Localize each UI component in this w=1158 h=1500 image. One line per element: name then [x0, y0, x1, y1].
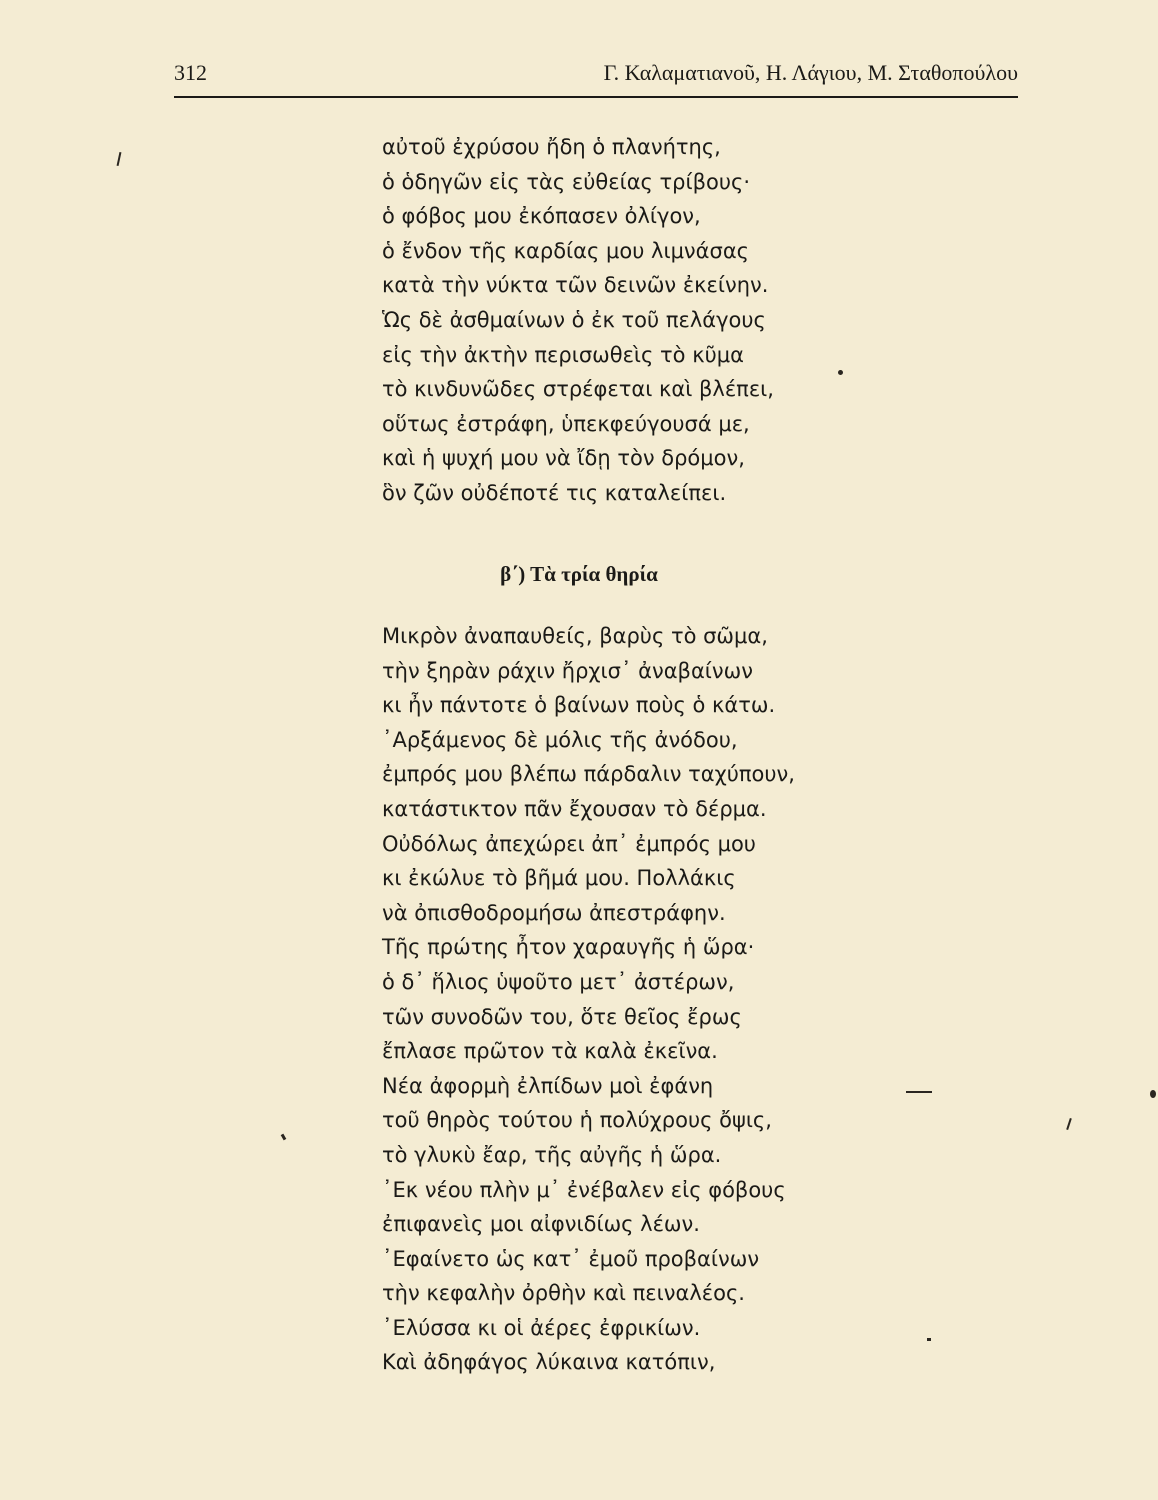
page-number: 312 — [174, 60, 207, 85]
verse-line: τὴν ξηρὰν ράχιν ἤρχισ᾽ ἀναβαίνων — [382, 658, 753, 683]
verse-line: ᾽Εκ νέου πλὴν μ᾽ ἐνέβαλεν εἰς φόβους — [382, 1177, 786, 1202]
pencil-mark — [1150, 1090, 1156, 1098]
pencil-mark — [1066, 1118, 1072, 1130]
poem-part-2 — [382, 619, 795, 1380]
verse-line: ὁ ἔνδον τῆς καρδίας μου λιμνάσας — [382, 238, 749, 263]
page-header — [174, 60, 1018, 90]
verse-line: ὁ φόβος μου ἐκόπασεν ὀλίγον, — [382, 204, 701, 229]
verse-line: ᾽Αρξάμενος δὲ μόλις τῆς ἀνόδου, — [382, 727, 738, 752]
verse-line: νὰ ὀπισθοδρομήσω ἀπεστράφην. — [382, 900, 726, 925]
section-title: β΄) Τὰ τρία θηρία — [500, 562, 658, 586]
poem-part-1 — [382, 130, 774, 511]
verse-line: ᾽Εφαίνετο ὡς κατ᾽ ἐμοῦ προβαίνων — [382, 1246, 760, 1271]
verse-line: εἰς τὴν ἀκτὴν περισωθεὶς τὸ κῦμα — [382, 342, 744, 367]
verse-line: Καὶ ἀδηφάγος λύκαινα κατόπιν, — [382, 1350, 716, 1375]
pencil-mark — [838, 370, 843, 375]
verse-line: ὃν ζῶν οὐδέποτέ τις καταλείπει. — [382, 480, 727, 505]
pencil-mark — [281, 1134, 287, 1141]
pencil-mark — [927, 1338, 931, 1341]
verse-line: οὕτως ἐστράφη, ὑπεκφεύγουσά με, — [382, 411, 750, 436]
verse-line: ὁ δ᾽ ἥλιος ὑψοῦτο μετ᾽ ἀστέρων, — [382, 969, 735, 994]
verse-line: κι ἐκώλυε τὸ βῆμά μου. Πολλάκις — [382, 866, 736, 891]
verse-line: κατὰ τὴν νύκτα τῶν δεινῶν ἐκείνην. — [382, 273, 769, 298]
pencil-mark — [906, 1091, 932, 1093]
running-head: Γ. Καλαματιανοῦ, Η. Λάγιου, Μ. Σταθοπούλου — [603, 60, 1018, 85]
verse-line: ἐπιφανεὶς μοι αἰφνιδίως λέων. — [382, 1212, 700, 1237]
verse-line: Τῆς πρώτης ἦτον χαραυγῆς ἡ ὥρα· — [382, 935, 755, 960]
verse-line: τῶν συνοδῶν του, ὅτε θεῖος ἔρως — [382, 1004, 742, 1029]
verse-line: Ὡς δὲ ἀσθμαίνων ὁ ἐκ τοῦ πελάγους — [382, 307, 766, 332]
verse-line: ἐμπρός μου βλέπω πάρδαλιν ταχύπουν, — [382, 762, 795, 787]
verse-line: Μικρὸν ἀναπαυθείς, βαρὺς τὸ σῶμα, — [382, 624, 768, 648]
verse-line: Οὐδόλως ἀπεχώρει ἀπ᾽ ἐμπρός μου — [382, 831, 756, 856]
verse-line: ἔπλασε πρῶτον τὰ καλὰ ἐκεῖνα. — [382, 1039, 718, 1064]
verse-line: αὐτοῦ ἐχρύσου ἤδη ὁ πλανήτης, — [382, 135, 721, 159]
verse-line: ᾽Ελύσσα κι οἱ ἀέρες ἐφρικίων. — [382, 1315, 701, 1340]
verse-line: ὁ ὁδηγῶν εἰς τὰς εὐθείας τρίβους· — [382, 169, 751, 194]
verse-line: Νέα ἀφορμὴ ἐλπίδων μοὶ ἐφάνη — [382, 1073, 714, 1098]
verse-line: τὸ κινδυνῶδες στρέφεται καὶ βλέπει, — [382, 377, 774, 402]
verse-line: καὶ ἡ ψυχή μου νὰ ἴδῃ τὸν δρόμον, — [382, 446, 745, 471]
verse-line: τοῦ θηρὸς τούτου ἡ πολύχρους ὄψις, — [382, 1108, 772, 1133]
verse-line: κατάστικτον πᾶν ἔχουσαν τὸ δέρμα. — [382, 796, 767, 821]
verse-line: κι ἦν πάντοτε ὁ βαίνων ποὺς ὁ κάτω. — [382, 693, 776, 718]
verse-line: τὴν κεφαλὴν ὀρθὴν καὶ πειναλέος. — [382, 1281, 745, 1306]
header-rule — [174, 96, 1018, 98]
verse-line: τὸ γλυκὺ ἔαρ, τῆς αὐγῆς ἡ ὥρα. — [382, 1142, 722, 1167]
pencil-mark — [117, 152, 122, 166]
